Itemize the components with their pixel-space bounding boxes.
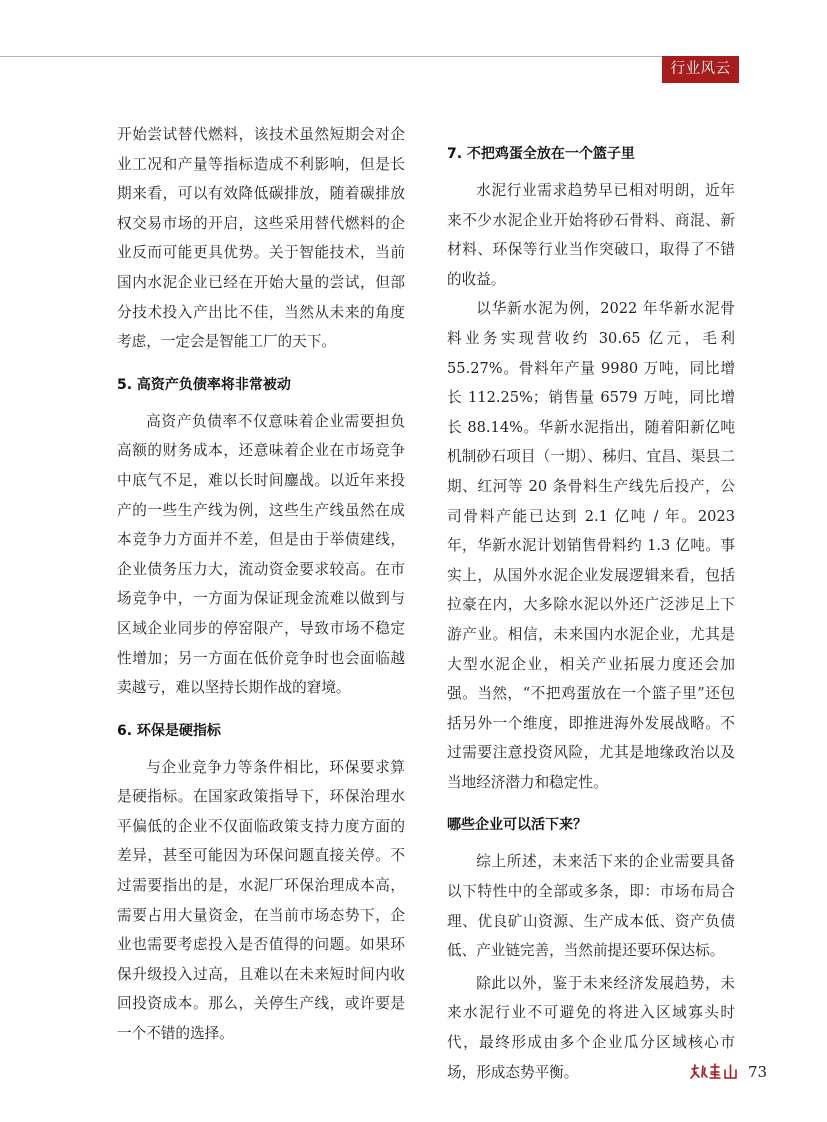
conclusion-heading: 哪些企业可以活下来？ — [447, 817, 587, 834]
conclusion-paragraph-2: 除此以外，鉴于未来经济发展趋势，未来水泥行业不可避免的将进入区域寡头时代，最终形成由多个企业瓜分区域核心市场，形成态势平衡。 — [447, 974, 735, 1081]
section5-heading: 5. 高资产负债率将非常被动 — [117, 376, 291, 393]
page-footer — [690, 1060, 767, 1084]
header-rule — [0, 56, 662, 57]
magazine-logo — [690, 1062, 738, 1082]
page-number: 73 — [748, 1063, 768, 1081]
conclusion-paragraph-1: 综上所述，未来活下来的企业需要具备以下特性中的全部或多条，即：市场布局合理、优良矿山资源、生产成本低、资产负债低、产业链完善，当然前提还要环保达标。 — [447, 853, 735, 960]
right-column — [447, 143, 735, 1087]
section5-paragraph: 高资产负债率不仅意味着企业需要担负高额的财务成本，还意味着企业在市场竞争中底气不足，难以长时间鏖战。以近年来投产的一些生产线为例，这些生产线虽然在成本竞争力方面并不差，但是由于举债建线，企业债务压力大，流动资金要求较高。在市场竞争中，一方面为保证现金流难以做到与区域企业同步的停窑限产，导致市场不稳定性增加；另一方面在低价竞争时也会面临越卖越亏，难以坚持长期作战的窘境。 — [117, 412, 405, 697]
section-badge: 行业风云 — [662, 56, 739, 83]
left-column — [117, 120, 405, 1049]
intro-paragraph: 开始尝试替代燃料，该技术虽然短期会对企业工况和产量等指标造成不利影响，但是长期来看，可以有效降低碳排放，随着碳排放权交易市场的开启，这些采用替代燃料的企业反而可能更具优势。关于智能技术，当前国内水泥企业已经在开始大量的尝试，但部分技术投入产出比不佳，当然从未来的角度考虑，一定会是智能工厂的天下。 — [117, 126, 405, 351]
section6-paragraph: 与企业竞争力等条件相比，环保要求算是硬指标。在国家政策指导下，环保治理水平偏低的企业不仅面临政策支持力度方面的差异，甚至可能因为环保问题直接关停。不过需要指出的是，水泥厂环保治理成本高，需要占用大量资金，在当前市场态势下，企业也需要考虑投入是否值得的问题。如果环保升级投入过高，且难以在未来短时间内收回投资成本。那么，关停生产线，或许要是一个不错的选择。 — [117, 758, 405, 1043]
section7-paragraph-1: 水泥行业需求趋势早已相对明朗，近年来不少水泥企业开始将砂石骨料、商混、新材料、环保等行业当作突破口，取得了不错的收益。 — [447, 182, 735, 288]
section7-paragraph-2: 以华新水泥为例，2022 年华新水泥骨料业务实现营收约 30.65 亿元，毛利 55.27%。骨料年产量 9980 万吨，同比增长 112.25%；销售量 6579 万吨，同比增长 88.14%。华新水泥指出，随着阳新亿吨机制砂石项目（一期）、秭归、宜昌、渠县二期、红河等 20 条骨料生产线先后投产，公司骨料产能已达到 2.1 亿吨 / 年。2023 年，华新水泥计划销售骨料约 1.3 亿吨。事实上，从国外水泥企业发展逻辑来看，包括拉豪在内，大多除水泥以外还广泛涉足上下游产业。相信，未来国内水泥企业，尤其是大型水泥企业，相关产业拓展力度还会加强。当然，“不把鸡蛋放在一个篮子里”还包括另外一个维度，即推进海外发展战略。不过需要注意投资风险，尤其是地缘政治以及当地经济潜力和稳定性。 — [447, 300, 735, 791]
section7-heading: 7. 不把鸡蛋全放在一个篮子里 — [447, 146, 635, 162]
section6-heading: 6. 环保是硬指标 — [117, 722, 221, 739]
